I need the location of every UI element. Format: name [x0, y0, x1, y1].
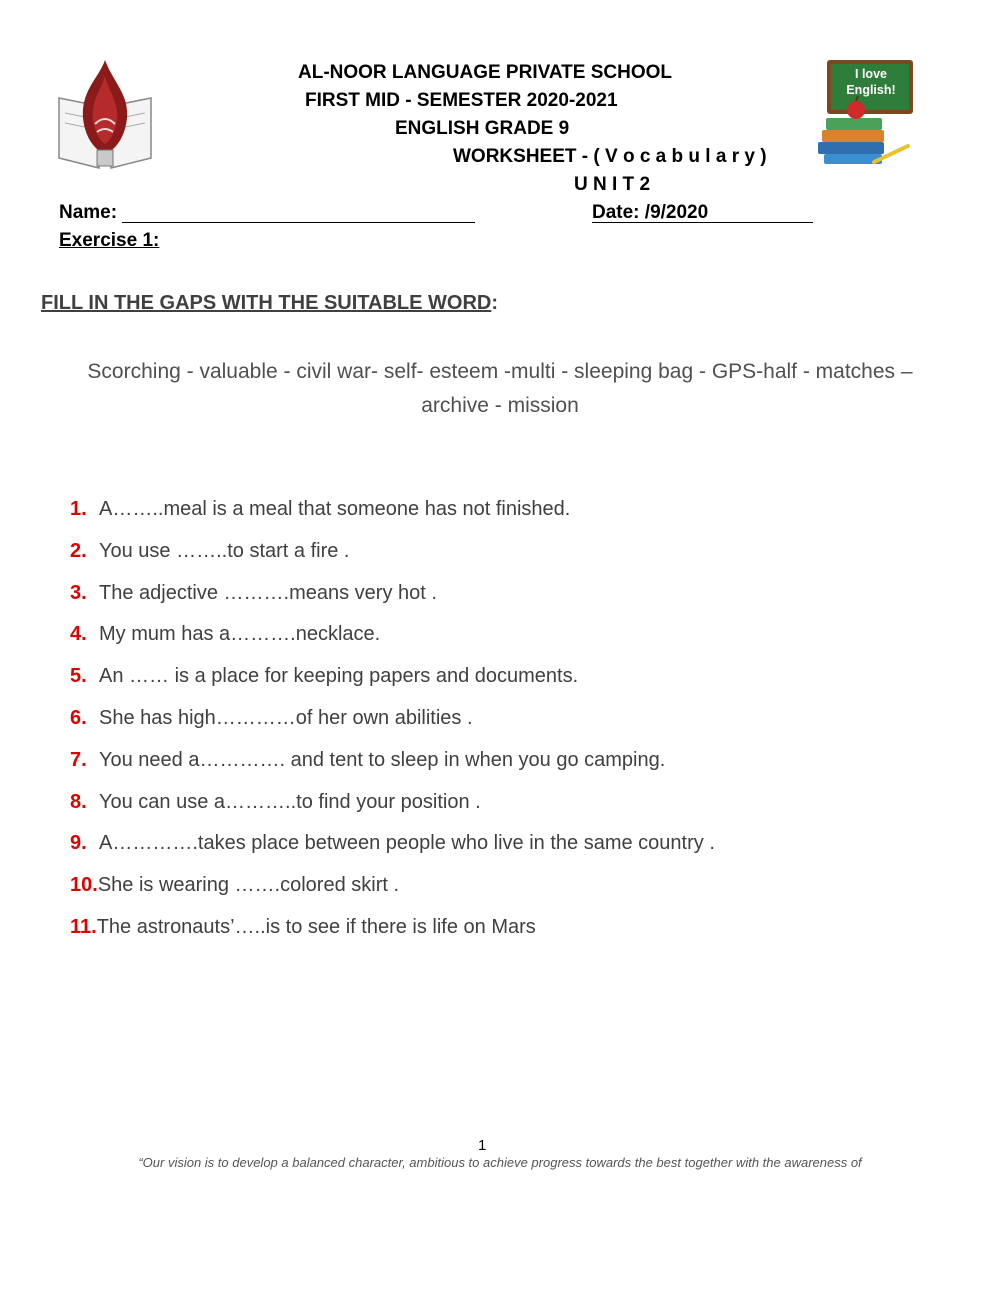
word-bank-line-1: Scorching - valuable - civil war- self- esteem -multi - sleeping bag - GPS-half - matches – — [87, 360, 913, 383]
question-text: You need a…………. and tent to sleep in when you go camping. — [99, 748, 666, 771]
question-text: The adjective ……….means very hot . — [99, 581, 437, 604]
question-number: 2. — [70, 539, 87, 562]
question-item — [70, 540, 715, 582]
question-number: 11. — [70, 915, 97, 938]
question-item — [70, 582, 715, 624]
grade-title: ENGLISH GRADE 9 — [395, 118, 570, 139]
question-text: She has high…………of her own abilities . — [99, 706, 473, 729]
question-text: You use ……..to start a fire . — [99, 539, 350, 562]
school-name: AL-NOOR LANGUAGE PRIVATE SCHOOL — [298, 62, 673, 83]
question-item — [70, 916, 715, 958]
chalkboard-text: I love English! — [846, 67, 896, 97]
question-text: She is wearing …….colored skirt . — [97, 874, 400, 897]
question-number: 3. — [70, 581, 87, 604]
question-text: You can use a………..to find your position . — [99, 790, 481, 813]
school-logo-icon — [55, 58, 155, 173]
vision-quote: “Our vision is to develop a balanced character, ambitious to achieve progress towards the best together with the awareness of — [138, 1155, 862, 1170]
question-number: 9. — [70, 832, 87, 855]
name-label: Name: — [59, 202, 118, 223]
word-bank — [0, 355, 1000, 423]
page-number: 1 — [478, 1137, 487, 1154]
instruction-colon: : — [491, 292, 499, 314]
question-item — [70, 623, 715, 665]
question-number: 7. — [70, 748, 87, 771]
question-number: 8. — [70, 790, 87, 813]
school-logo — [55, 58, 155, 173]
question-number: 1. — [70, 498, 87, 520]
semester-title: FIRST MID - SEMESTER 2020-2021 — [305, 90, 618, 111]
question-number: 5. — [70, 665, 87, 688]
question-text: A……..meal is a meal that someone has not finished. — [99, 498, 571, 520]
i-love-english-illustration — [812, 58, 917, 166]
question-number: 4. — [70, 623, 87, 646]
date-label: Date: /9/2020 — [592, 202, 709, 223]
instruction-text: FILL IN THE GAPS WITH THE SUITABLE WORD — [41, 292, 492, 314]
question-item — [70, 832, 715, 874]
question-item — [70, 749, 715, 791]
question-item — [70, 874, 715, 916]
instruction-heading — [41, 292, 498, 315]
exercise-label: Exercise 1: — [59, 230, 160, 251]
question-number: 10. — [70, 874, 98, 897]
question-item — [70, 498, 715, 540]
name-field[interactable] — [122, 222, 475, 223]
question-list — [70, 498, 715, 958]
question-text: An …… is a place for keeping papers and documents. — [99, 665, 579, 688]
question-number: 6. — [70, 706, 87, 729]
question-text: The astronauts’…..is to see if there is life on Mars — [96, 915, 536, 938]
question-text: A………….takes place between people who live in the same country . — [99, 832, 715, 855]
question-text: My mum has a……….necklace. — [99, 623, 381, 646]
word-bank-line-2: archive - mission — [421, 394, 579, 417]
question-item — [70, 791, 715, 833]
unit-title: U N I T 2 — [574, 174, 651, 195]
date-field[interactable] — [592, 222, 813, 223]
question-item — [70, 707, 715, 749]
question-item — [70, 665, 715, 707]
worksheet-title: WORKSHEET - ( V o c a b u l a r y ) — [453, 146, 767, 167]
